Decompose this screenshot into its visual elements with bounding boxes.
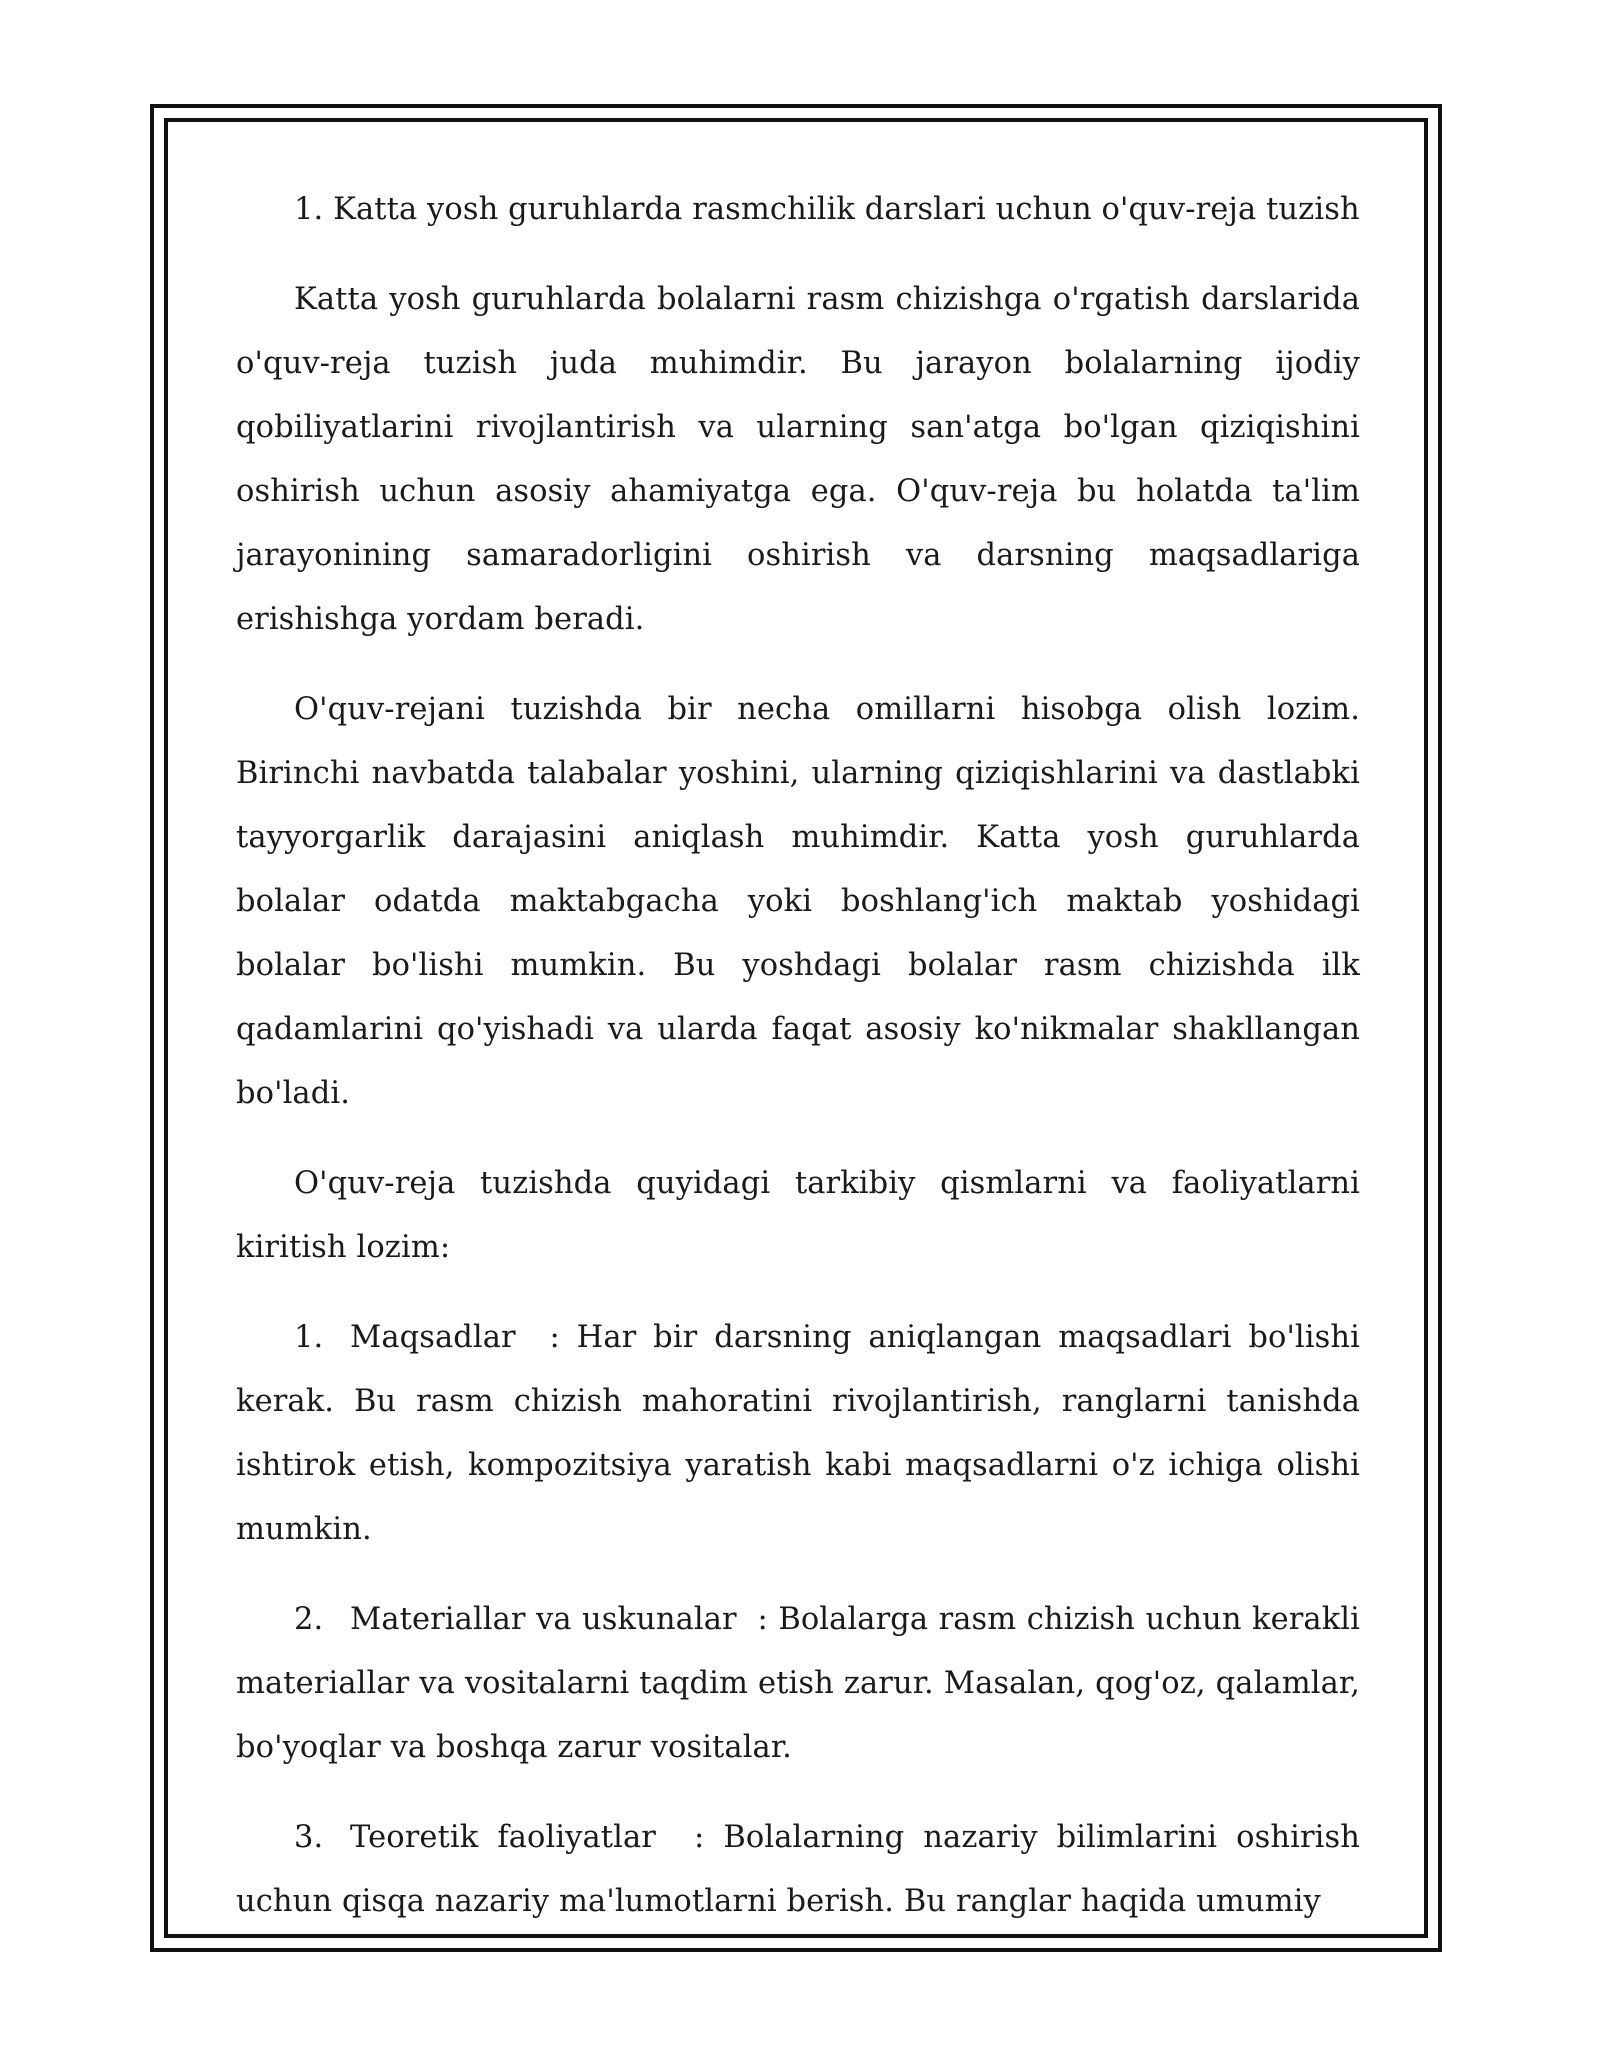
list-item: [236, 1588, 1360, 1780]
list-item-text: : Bolalarning nazariy bilimlarini oshirish uchun qisqa nazariy ma'lumotlarni berish. Bu ranglar haqida umumiy: [236, 1820, 1360, 1919]
list-item-number: 1.: [294, 1320, 324, 1355]
list-item-text: : Bolalarga rasm chizish uchun kerakli materiallar va vositalarni taqdim etish zarur. Masalan, qog'oz, qalamlar, bo'yoqlar va boshqa zarur vositalar.: [236, 1602, 1360, 1765]
list-item: [236, 1806, 1360, 1934]
list-item-term: Materiallar va uskunalar: [350, 1602, 737, 1637]
list-item: [236, 1306, 1360, 1562]
list-item-number: 2.: [294, 1602, 324, 1637]
section-heading: 1. Katta yosh guruhlarda rasmchilik darslari uchun o'quv-reja tuzish: [294, 192, 1360, 227]
document-body: [236, 178, 1360, 1960]
list-item-term: Teoretik faoliyatlar: [350, 1820, 656, 1855]
paragraph-intro: Katta yosh guruhlarda bolalarni rasm chizishga o'rgatish darslarida o'quv-reja tuzish juda muhimdir. Bu jarayon bolalarning ijodiy qobiliyatlarini rivojlantirish va ularning san'atga bo'lgan qiziqishini oshirish uchun asosiy ahamiyatga ega. O'quv-reja bu holatda ta'lim jarayonining samaradorligini oshirish va darsning maqsadlariga erishishga yordam beradi.: [236, 282, 1360, 637]
paragraph-factors: O'quv-rejani tuzishda bir necha omillarni hisobga olish lozim. Birinchi navbatda talabalar yoshini, ularning qiziqishlarini va dastlabki tayyorgarlik darajasini aniqlash muhimdir. Katta yosh guruhlarda bolalar odatda maktabgacha yoki boshlang'ich maktab yoshidagi bolalar bo'lishi mumkin. Bu yoshdagi bolalar rasm chizishda ilk qadamlarini qo'yishadi va ularda faqat asosiy ko'nikmalar shakllangan bo'ladi.: [236, 692, 1360, 1111]
list-item-text: : Har bir darsning aniqlangan maqsadlari bo'lishi kerak. Bu rasm chizish mahoratini rivojlantirish, ranglarni tanishda ishtirok etish, kompozitsiya yaratish kabi maqsadlarni o'z ichiga olishi mumkin.: [236, 1320, 1360, 1547]
list-item-term: Maqsadlar: [350, 1320, 516, 1355]
list-item-number: 3.: [294, 1820, 324, 1855]
paragraph-components-intro: O'quv-reja tuzishda quyidagi tarkibiy qismlarni va faoliyatlarni kiritish lozim:: [236, 1166, 1360, 1265]
